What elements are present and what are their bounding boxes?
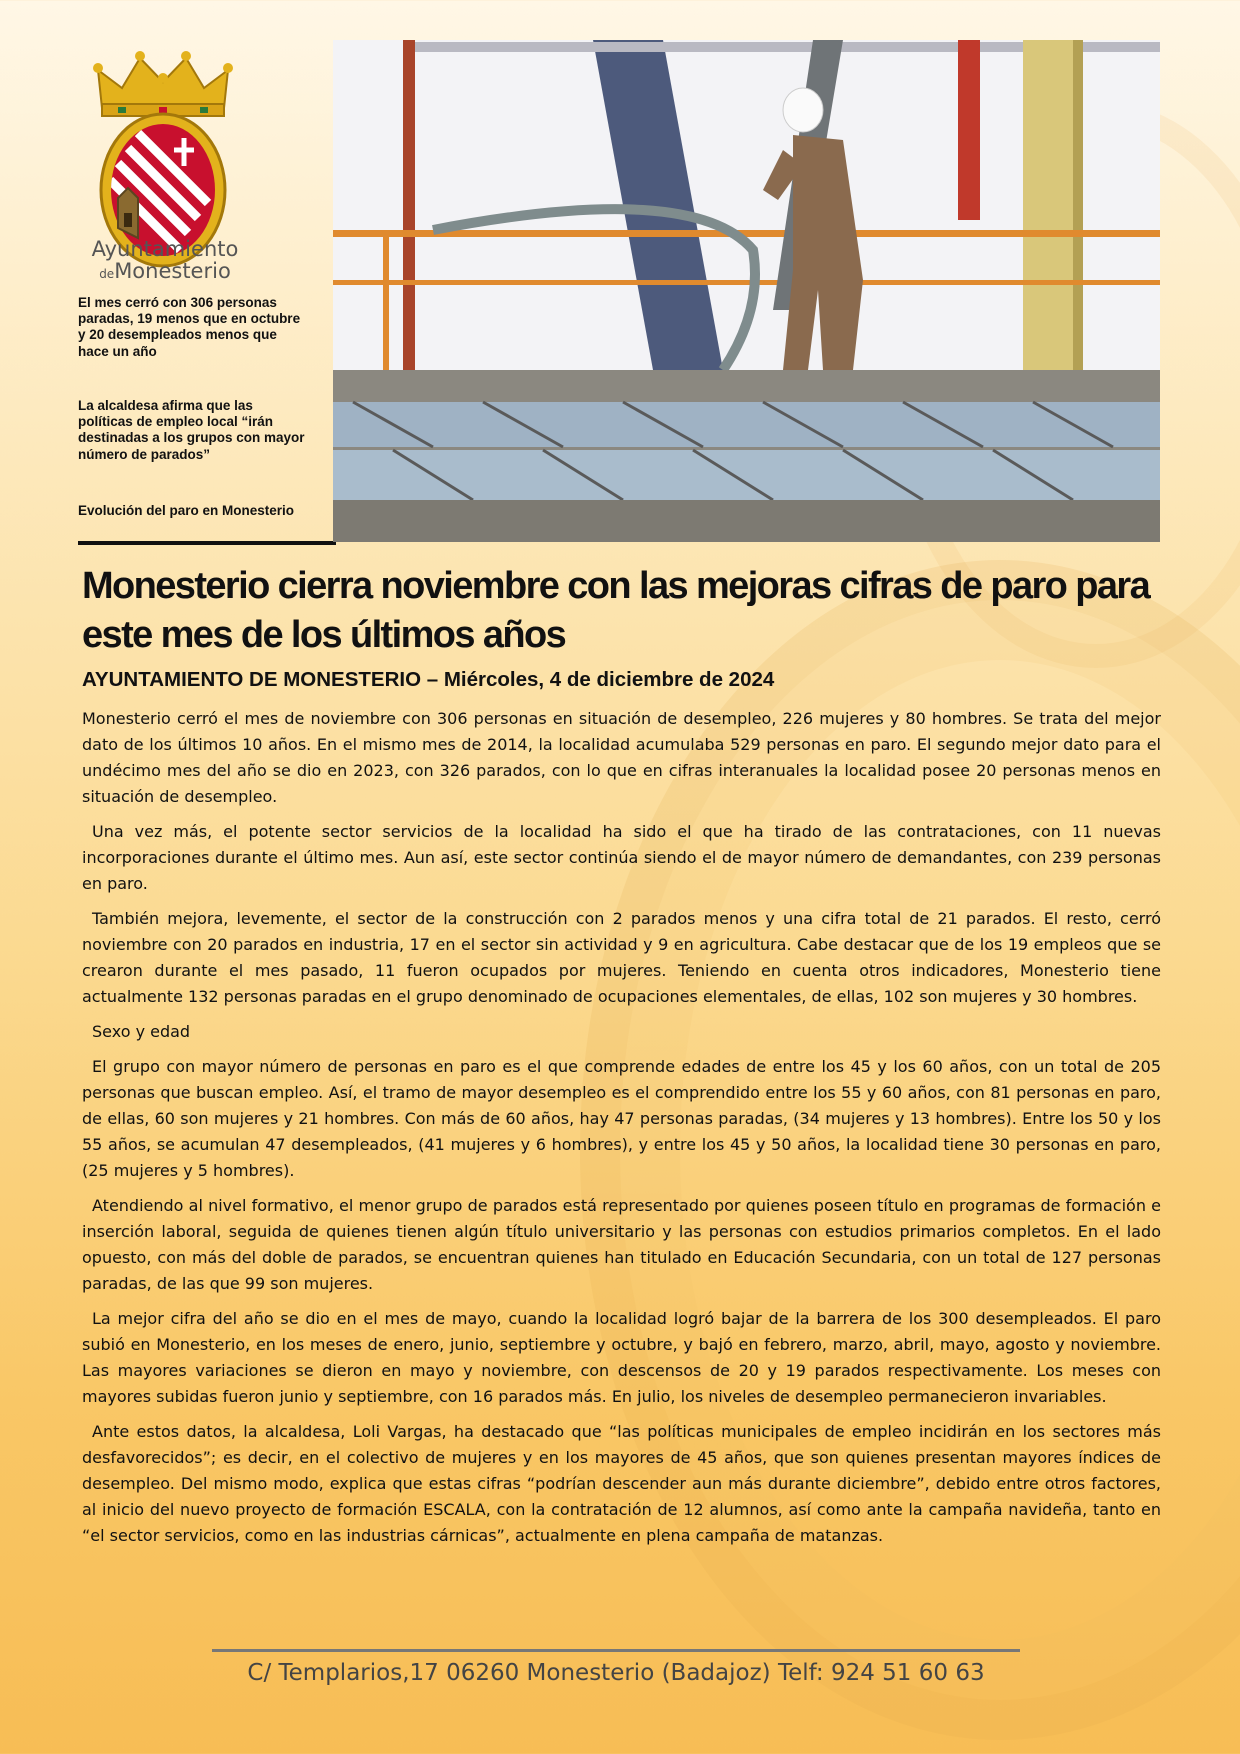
article-paragraph-3: También mejora, levemente, el sector de la construcción con 2 parados menos y una cifra total de 21 parados. El resto, cerró noviembre con 20 parados en industria, 17 en el sector sin actividad y 9 en agricultura. Cabe destacar que de los 19 empleos que se crearon durante el mes pasado, 11 fueron ocupados por mujeres. Teniendo en cuenta otros indicadores, Monesterio tiene actualmente 132 personas paradas en el grupo denominado de ocupaciones elementales, de ellas, 102 son mujeres y 30 hombres. — [82, 909, 1161, 1006]
sidebar-summary-2: La alcaldesa afirma que las políticas de empleo local “irán destinadas a los grupos con mayor número de parados” — [78, 398, 305, 462]
article-paragraph-7: Ante estos datos, la alcaldesa, Loli Vargas, ha destacado que “las políticas municipales de empleo incidirán en los sectores más desfavorecidos”; es decir, en el colectivo de mujeres y en los mayores de 45 años, que son quienes presentan mayores índices de desempleo. Del mismo modo, explica que estas cifras “podrían descender aun más durante diciembre”, debido entre otros factores, al inicio del nuevo proyecto de formación ESCALA, con la contratación de 12 alumnos, así como ante la campaña navideña, tanto en “el sector servicios, como en las industrias cárnicas”, actualmente en plena campaña de matanzas. — [82, 1422, 1161, 1545]
logo-prefix: de — [99, 267, 115, 282]
logo-line1: Ayuntamiento — [91, 237, 239, 261]
article-headline: Monesterio cierra noviembre con las mejoras cifras de paro para este mes de los últimos años — [82, 565, 1150, 656]
logo-line2 — [80, 260, 250, 282]
sidebar-summary-3: Evolución del paro en Monesterio — [78, 503, 295, 518]
sidebar-divider — [78, 541, 336, 545]
article-dateline: AYUNTAMIENTO DE MONESTERIO – Miércoles, 4 de diciembre de 2024 — [82, 668, 775, 691]
sidebar-summary-1: El mes cerró con 306 personas paradas, 19 menos que en octubre y 20 desempleados menos que hace un año — [78, 295, 301, 359]
article-paragraph-5: Atendiendo al nivel formativo, el menor grupo de parados está representado por quienes poseen título en programas de formación e inserción laboral, seguida de quienes tienen algún título universitario y las personas con estudios primarios completos. En el lado opuesto, con más del doble de parados, se encuentran quienes han titulado en Educación Secundaria, con un total de 127 personas paradas, de las que 99 son mujeres. — [82, 1196, 1161, 1293]
logo-town: Monesterio — [114, 259, 231, 284]
article-paragraph-6: La mejor cifra del año se dio en el mes de mayo, cuando la localidad logró bajar de la barrera de los 300 desempleados. El paro subió en Monesterio, en los meses de enero, junio, septiembre y octubre, y bajó en febrero, marzo, abril, mayo, agosto y noviembre. Las mayores variaciones se dieron en mayo y noviembre, con descensos de 20 y 19 parados respectivamente. Los meses con mayores subidas fueron junio y septiembre, con 16 parados más. En julio, los niveles de desempleo permanecieron invariables. — [82, 1309, 1161, 1406]
construction-worker-photo — [333, 40, 1160, 542]
article-paragraph-2: Una vez más, el potente sector servicios de la localidad ha sido el que ha tirado de las contrataciones, con 11 nuevas incorporaciones durante el último mes. Aun así, este sector continúa siendo el de mayor número de demandantes, con 239 personas en paro. — [82, 822, 1161, 893]
logo-wordmark — [80, 238, 250, 282]
article-subheading: Sexo y edad — [92, 1022, 191, 1041]
crown-icon — [93, 51, 233, 116]
footer-divider — [212, 1649, 1020, 1652]
article-body — [82, 706, 1161, 1558]
article-paragraph-1: Monesterio cerró el mes de noviembre con 306 personas en situación de desempleo, 226 mujeres y 80 hombres. Se trata del mejor dato de los últimos 10 años. En el mismo mes de 2014, la localidad acumulaba 529 personas en paro. El segundo mejor dato para el undécimo mes del año se dio en 2023, con 326 parados, con lo que en cifras interanuales la localidad posee 20 personas menos en situación de desempleo. — [82, 709, 1161, 806]
footer-address: C/ Templarios,17 06260 Monesterio (Badajoz) Telf: 924 51 60 63 — [247, 1660, 985, 1686]
article-paragraph-4: El grupo con mayor número de personas en paro es el que comprende edades de entre los 45 y los 60 años, con un total de 205 personas que buscan empleo. Así, el tramo de mayor desempleo es el comprendido entre los 55 y 60 años, con 81 personas en paro, de ellas, 60 son mujeres y 21 hombres. Con más de 60 años, hay 47 personas paradas, (34 mujeres y 13 hombres). Entre los 50 y los 55 años, se acumulan 47 desempleados, (41 mujeres y 6 hombres), y entre los 45 y 50 años, la localidad tiene 30 personas en paro, (25 mujeres y 5 hombres). — [82, 1057, 1161, 1180]
